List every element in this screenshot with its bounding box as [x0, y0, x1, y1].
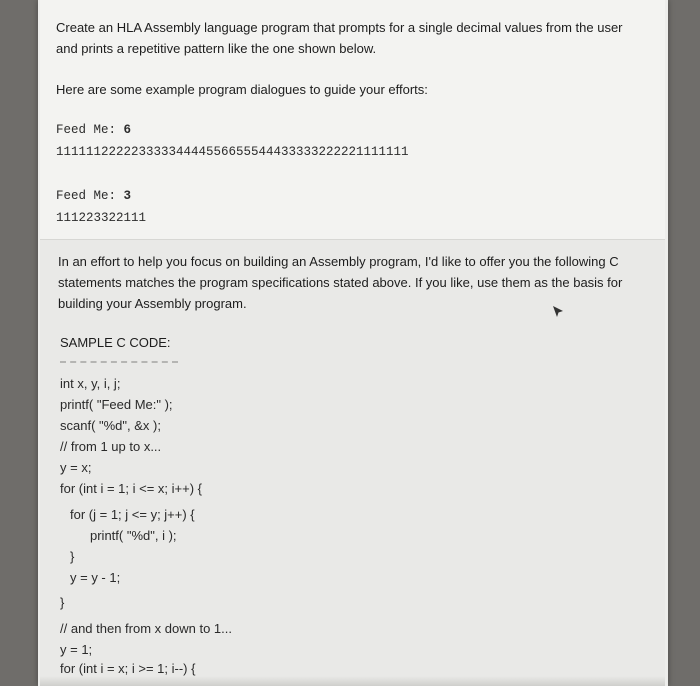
help-card [40, 240, 665, 686]
problem-text-line-1: Create an HLA Assembly language program that prompts for a single decimal values from the user [56, 20, 623, 35]
prompt-value: 6 [123, 123, 132, 137]
code-line-1: int x, y, i, j; [60, 376, 121, 391]
cursor-icon [551, 305, 565, 319]
prompt-value: 3 [123, 189, 132, 203]
page-bottom-shadow [40, 676, 665, 686]
examples-intro: Here are some example program dialogues to guide your efforts: [56, 82, 428, 97]
code-line-13: y = 1; [60, 642, 93, 657]
document-page [38, 0, 668, 686]
code-line-10: y = y - 1; [70, 570, 121, 585]
prompt-label: Feed Me: [56, 189, 117, 203]
heading-divider [60, 361, 178, 363]
code-line-3: scanf( "%d", &x ); [60, 418, 161, 433]
help-text-line-3: building your Assembly program. [58, 296, 247, 311]
problem-card [40, 0, 665, 240]
code-line-11: } [60, 595, 65, 610]
code-line-14: for (int i = x; i >= 1; i--) { [60, 661, 196, 676]
code-line-12: // and then from x down to 1... [60, 621, 232, 636]
code-line-7: for (j = 1; j <= y; j++) { [70, 507, 195, 522]
code-line-9: } [70, 549, 75, 564]
code-line-6: for (int i = 1; i <= x; i++) { [60, 481, 202, 496]
code-line-2: printf( "Feed Me:" ); [60, 397, 173, 412]
example-2-prompt [56, 186, 131, 207]
example-2-output: 111223322111 [56, 211, 147, 225]
example-1-prompt [56, 120, 131, 141]
code-line-5: y = x; [60, 460, 92, 475]
help-text-line-2: statements matches the program specifications stated above. If you like, use them as the basis for [58, 275, 623, 290]
sample-code-heading: SAMPLE C CODE: [60, 335, 171, 350]
problem-text-line-2: and prints a repetitive pattern like the one shown below. [56, 41, 377, 56]
example-1-output: 11111122222333334444556655544433333222221111111 [56, 145, 409, 159]
prompt-label: Feed Me: [56, 123, 117, 137]
code-line-4: // from 1 up to x... [60, 439, 162, 454]
help-text-line-1: In an effort to help you focus on building an Assembly program, I'd like to offer you the following C [58, 254, 619, 269]
code-line-8: printf( "%d", i ); [90, 528, 177, 543]
